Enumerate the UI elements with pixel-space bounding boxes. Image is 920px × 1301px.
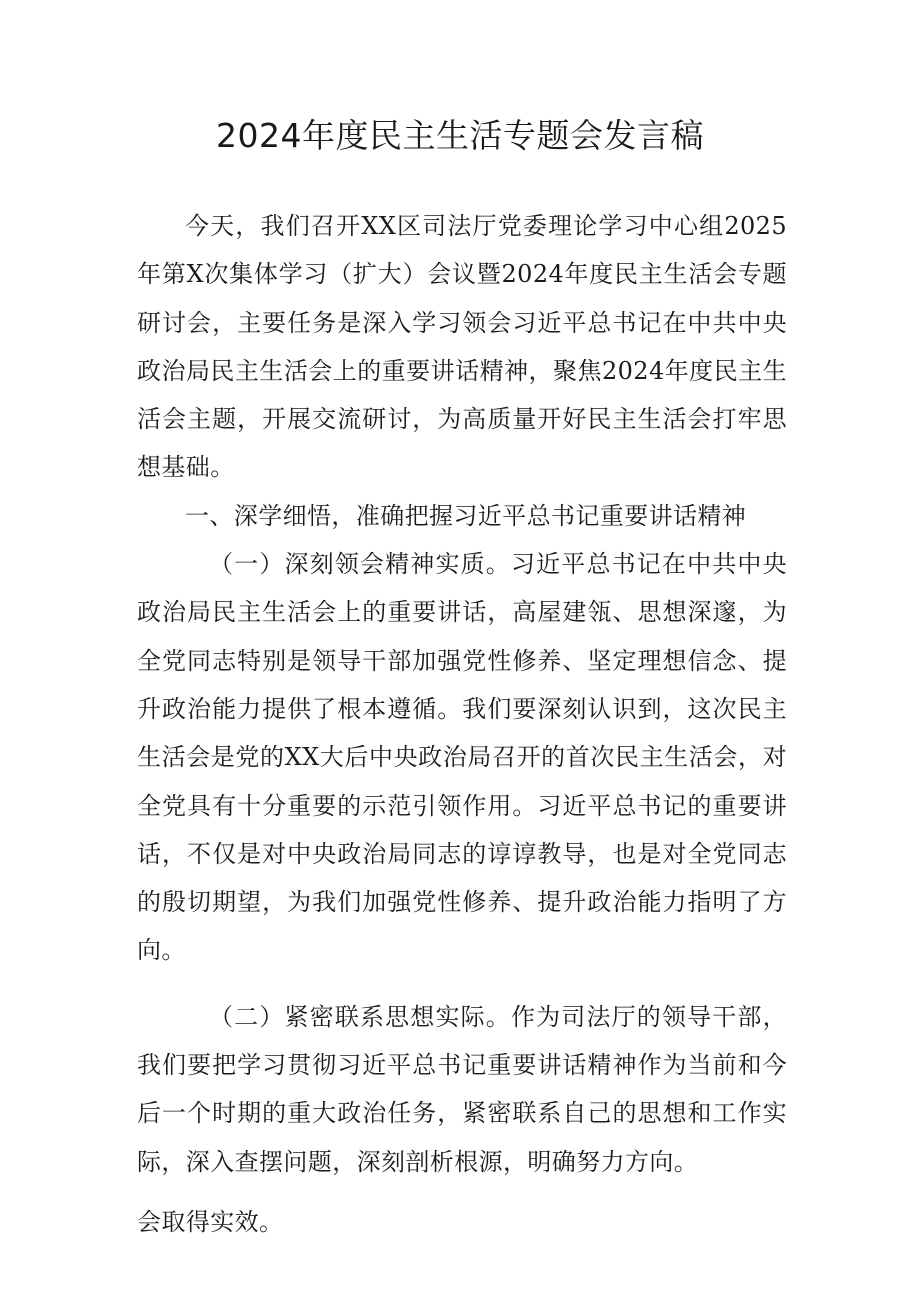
closing-fragment: 会取得实效。 [137, 1207, 284, 1236]
paragraph-spacer [137, 975, 787, 993]
subsection-paragraph-1: （一）深刻领会精神实质。习近平总书记在中共中央政治局民主生活会上的重要讲话，高屋建瓴、思想深邃，为全党同志特别是领导干部加强党性修养、坚定理想信念、提升政治能力提供了根本遵循。我们要深刻认识到，这次民主生活会是党的XX大后中央政治局召开的首次民主生活会，对全党具有十分重要的示范引领作用。习近平总书记的重要讲话，不仅是对中央政治局同志的谆谆教导，也是对全党同志的殷切期望，为我们加强党性修养、提升政治能力指明了方向。 [137, 550, 787, 965]
intro-paragraph: 今天，我们召开XX区司法厅党委理论学习中心组2025年第X次集体学习（扩大）会议暨2024年度民主生活会专题研讨会，主要任务是深入学习领会习近平总书记在中共中央政治局民主生活会上的重要讲话精神，聚焦2024年度民主生活会主题，开展交流研讨，为高质量开好民主生活会打牢思想基础。 [137, 212, 787, 482]
paragraph-spacer [137, 1186, 787, 1198]
document-title: 2024年度民主生活专题会发言稿 [216, 116, 704, 155]
section-heading-1: 一、深学细悟，准确把握习近平总书记重要讲话精神 [185, 501, 747, 530]
document-body [137, 202, 787, 1246]
subsection-paragraph-2: （二）紧密联系思想实际。作为司法厅的领导干部，我们要把学习贯彻习近平总书记重要讲话精神作为当前和今后一个时期的重大政治任务，紧密联系自己的思想和工作实际，深入查摆问题，深刻剖析根源，明确努力方向。 [137, 1002, 787, 1176]
